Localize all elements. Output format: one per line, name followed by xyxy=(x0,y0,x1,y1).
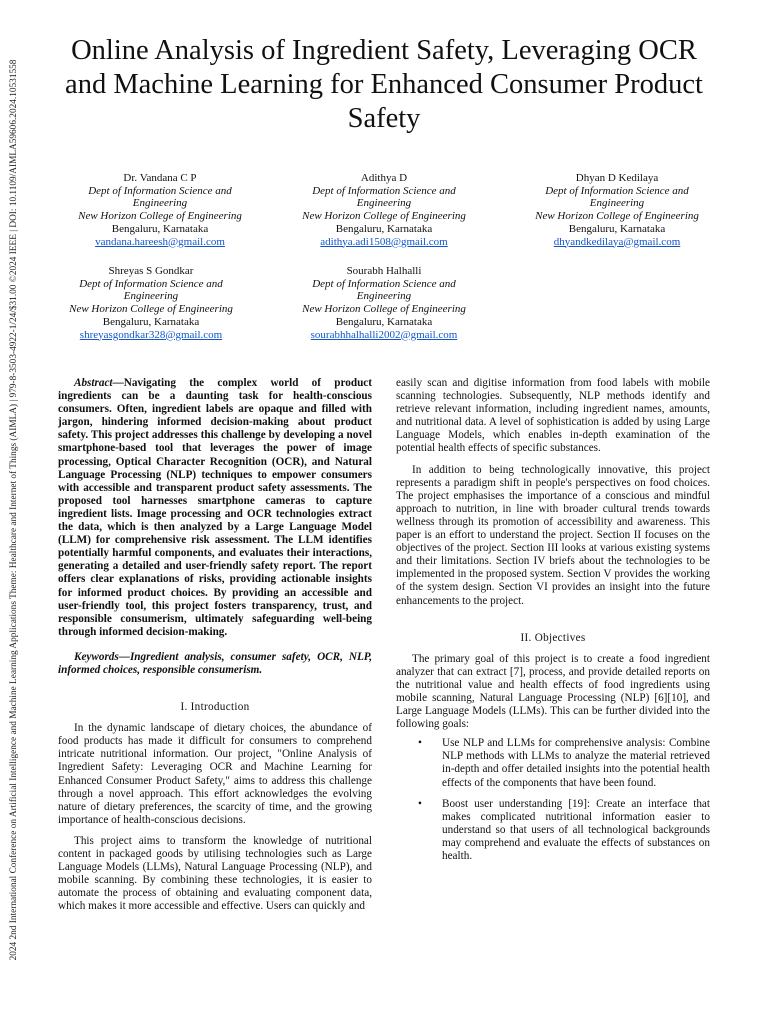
author-dept: Dept of Information Science and xyxy=(312,277,456,290)
author-block xyxy=(284,172,484,248)
author-email[interactable]: adithya.adi1508@gmail.com xyxy=(320,235,448,248)
author-city: Bengaluru, Karnataka xyxy=(335,315,433,328)
bullet-icon: • xyxy=(418,797,422,810)
author-city: Bengaluru, Karnataka xyxy=(102,315,200,328)
author-name: Dhyan D Kedilaya xyxy=(575,172,659,184)
author-email[interactable]: shreyasgondkar328@gmail.com xyxy=(79,328,223,341)
author-city: Bengaluru, Karnataka xyxy=(335,222,433,235)
author-college: New Horizon College of Engineering xyxy=(535,210,699,223)
author-block xyxy=(517,172,717,248)
author-email[interactable]: sourabhhalhalli2002@gmail.com xyxy=(310,328,458,341)
conference-sidebar xyxy=(4,40,24,980)
section-heading-introduction: I. Introduction xyxy=(180,701,250,714)
objectives-paragraph: The primary goal of this project is to create a food ingredient analyzer that can extract [7], process, and provide detailed reports on the nutritional value and health effects of food ingredients using mobile scanning, Natural Language Processing (NLP) [6][10], and Large Language Models (LLMs). This can be further divided into the following goals: xyxy=(396,652,710,731)
author-email[interactable]: vandana.hareesh@gmail.com xyxy=(95,235,225,248)
keywords: Keywords—Ingredient analysis, consumer safety, OCR, NLP, informed choices, responsible consumerism. xyxy=(58,650,372,676)
bullet-icon: • xyxy=(418,737,422,750)
author-college: New Horizon College of Engineering xyxy=(78,210,242,223)
author-name: Dr. Vandana C P xyxy=(123,172,197,184)
author-city: Bengaluru, Karnataka xyxy=(111,222,209,235)
author-dept: Dept of Information Science and xyxy=(312,184,456,197)
abstract xyxy=(58,377,372,639)
author-block xyxy=(284,265,484,341)
author-college: New Horizon College of Engineering xyxy=(69,303,233,316)
author-name: Shreyas S Gondkar xyxy=(108,265,194,277)
author-college: New Horizon College of Engineering xyxy=(302,210,466,223)
author-dept: Engineering xyxy=(356,197,412,210)
section-heading-objectives: II. Objectives xyxy=(520,631,586,644)
abstract-label: Abstract xyxy=(74,377,113,389)
left-column xyxy=(58,377,372,913)
author-dept: Dept of Information Science and xyxy=(88,184,232,197)
abstract-text: —Navigating the complex world of product ingredients can be a daunting task for health-conscious consumers. Often, ingredient labels are opaque and filled with jargon, hindering informed decision-making about product safety. This project addresses this challenge by developing a novel smartphone-based tool that leverages the power of image processing, Optical Character Recognition (OCR), and Natural Language Processing (NLP) techniques to empower consumers with accessible and transparent product safety assessments. The proposed tool harnesses smartphone cameras to capture ingredient lists. Image processing and OCR technologies extract the data, which is then analyzed by a Large Language Model (LLM) for comprehensive risk assessment. The LLM identifies potentially harmful components, and evaluates their interactions, generating a detailed and user-friendly safety report. The report offers clear explanations of risks, providing actionable insights for informed product choices. By providing an accessible and user-friendly tool, this project fosters transparency, trust, and responsible consumerism, ultimately safeguarding well-being through informed decision-making. xyxy=(58,377,372,638)
author-dept: Engineering xyxy=(589,197,645,210)
body-paragraph: easily scan and digitise information from food labels with mobile scanning technologies. Subsequently, NLP methods identify and retrieve relevant information, including ingredient names, amounts, and nutritional data. A level of sophistication is added by using Large Language Models, which enables in-depth examination of the potential health effects of specific substances. xyxy=(396,377,710,455)
list-item xyxy=(396,798,710,863)
intro-paragraph: In the dynamic landscape of dietary choices, the abundance of food products has made it difficult for consumers to comprehend intricate nutritional information. Our project, "Online Analysis of Ingredient Safety: Leveraging OCR and Machine Learning for Enhanced Consumer Product Safety," aims to address this challenge through a novel approach. This effort acknowledges the evolving nature of dietary preferences, the scarcity of time, and the growing importance of health-conscious decisions. xyxy=(58,722,372,826)
list-item xyxy=(396,737,710,789)
paper-title: Online Analysis of Ingredient Safety, Leveraging OCR and Machine Learning for Enhanced Consumer Product Safety xyxy=(65,35,703,134)
author-dept: Dept of Information Science and xyxy=(545,184,689,197)
author-name: Sourabh Halhalli xyxy=(346,265,422,277)
author-city: Bengaluru, Karnataka xyxy=(568,222,666,235)
body-paragraph: In addition to being technologically innovative, this project represents a paradigm shift in people's perspectives on food choices. The project emphasises the importance of a conscious and mindful approach to nutrition, in line with broader cultural trends towards wellness through its promotion of accessibility and awareness. This paper is an effort to understand the project. Section II focuses on the objectives of the project. Section III looks at various existing systems and their limitations. Section IV briefs about the technologies to be implemented in the proposed system. Section V provides the working of the system design. Section VI provides an insight into the future enhancements to the project. xyxy=(396,463,710,607)
author-email[interactable]: dhyandkedilaya@gmail.com xyxy=(553,235,681,248)
author-block xyxy=(51,265,251,341)
author-dept: Engineering xyxy=(123,290,179,303)
goal-text: Boost user understanding [19]: Create an interface that makes complicated nutritional information easier to understand so that users of all technological backgrounds may comprehend and evaluate the effects of substances on health. xyxy=(442,797,710,862)
conference-citation: 2024 2nd International Conference on Artificial Intelligence and Machine Learning Applications Theme: Healthcare and Internet of Things (AIMLA) | 979-8-3503-4922-1/24/$31.00 ©2024 IEEE | DOI: 10.1109/AIMLA59606.2024.10531558 xyxy=(9,59,19,961)
goals-list xyxy=(396,737,710,863)
right-column xyxy=(396,377,710,863)
author-dept: Engineering xyxy=(132,197,188,210)
author-name: Adithya D xyxy=(360,172,408,184)
author-dept: Engineering xyxy=(356,290,412,303)
goal-text: Use NLP and LLMs for comprehensive analysis: Combine NLP methods with LLMs to analyze the material retrieved in-depth and offer detailed insights into the potential health effects of the components that have been found. xyxy=(442,737,710,789)
intro-paragraph: This project aims to transform the knowledge of nutritional content in packaged goods by utilising technologies such as Large Language Models (LLMs), Natural Language Processing (NLP), and mobile scanning. By combining these technologies, it is easier to automate the process of obtaining and evaluating component data, which makes it more accessible and effective. Users can quickly and xyxy=(58,834,372,913)
author-block xyxy=(60,172,260,248)
author-college: New Horizon College of Engineering xyxy=(302,303,466,316)
author-dept: Dept of Information Science and xyxy=(79,277,223,290)
